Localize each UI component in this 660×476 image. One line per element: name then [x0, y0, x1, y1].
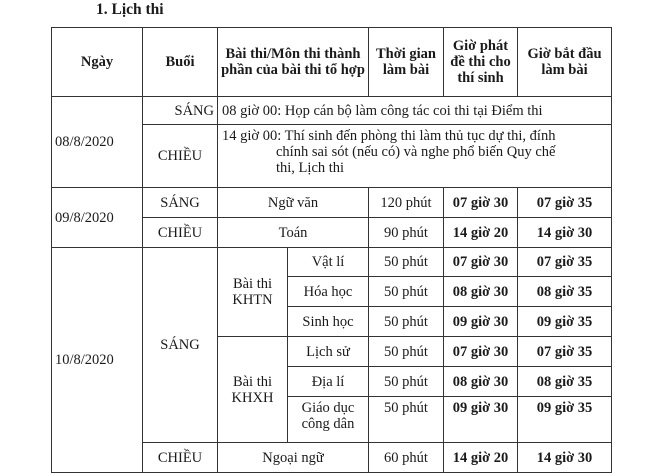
start-cell: 07 giờ 35 [518, 337, 612, 367]
session-cell: CHIỀU [143, 443, 218, 473]
session-cell: CHIỀU [143, 218, 218, 248]
start-cell: 14 giờ 30 [518, 218, 612, 248]
section-heading: 1. Lịch thi [96, 1, 164, 18]
note-cell [218, 125, 612, 188]
header-ngay: Ngày [52, 28, 143, 97]
header-gio-phat-de: Giờ phát đề thi cho thí sinh [444, 28, 518, 97]
hand-out-cell: 08 giờ 30 [444, 277, 518, 307]
session-cell: SÁNG [143, 248, 218, 443]
session-cell: SÁNG [143, 97, 218, 125]
subject-cell: Sinh học [288, 307, 369, 337]
exam-schedule-table [51, 27, 612, 473]
hand-out-cell: 09 giờ 30 [444, 397, 518, 443]
start-cell: 09 giờ 35 [518, 307, 612, 337]
header-gio-bat-dau: Giờ bắt đầu làm bài [518, 28, 612, 97]
session-cell: CHIỀU [143, 125, 218, 188]
note-line: 14 giờ 00: Thí sinh đến phòng thi làm thủ tục dự thi, đính [222, 128, 556, 144]
start-cell: 07 giờ 35 [518, 248, 612, 277]
start-cell: 14 giờ 30 [518, 443, 612, 473]
duration-cell: 50 phút [369, 277, 444, 307]
start-cell: 09 giờ 35 [518, 397, 612, 443]
duration-cell: 50 phút [369, 397, 444, 443]
hand-out-cell: 07 giờ 30 [444, 337, 518, 367]
subject-cell: Vật lí [288, 248, 369, 277]
subject-cell: Ngữ văn [218, 188, 369, 218]
session-cell: SÁNG [143, 188, 218, 218]
note-cell: 08 giờ 00: Họp cán bộ làm công tác coi thi tại Điểm thi [218, 97, 612, 125]
duration-cell: 90 phút [369, 218, 444, 248]
header-bai-thi: Bài thi/Môn thi thành phần của bài thi tổ hợp [218, 28, 369, 97]
date-cell: 10/8/2020 [52, 248, 143, 473]
date-cell: 08/8/2020 [52, 97, 143, 188]
hand-out-cell: 09 giờ 30 [444, 307, 518, 337]
start-cell: 08 giờ 35 [518, 367, 612, 397]
subject-cell: Lịch sử [288, 337, 369, 367]
header-row [52, 28, 612, 97]
duration-cell: 120 phút [369, 188, 444, 218]
hand-out-cell: 14 giờ 20 [444, 218, 518, 248]
start-cell: 07 giờ 35 [518, 188, 612, 218]
group-cell: Bài thi KHTN [218, 248, 288, 337]
hand-out-cell: 14 giờ 20 [444, 443, 518, 473]
subject-cell: Giáo dục công dân [288, 397, 369, 443]
header-buoi: Buổi [143, 28, 218, 97]
duration-cell: 50 phút [369, 367, 444, 397]
duration-cell: 50 phút [369, 307, 444, 337]
group-cell: Bài thi KHXH [218, 337, 288, 443]
date-cell: 09/8/2020 [52, 188, 143, 248]
duration-cell: 60 phút [369, 443, 444, 473]
subject-cell: Địa lí [288, 367, 369, 397]
subject-cell: Ngoại ngữ [218, 443, 369, 473]
note-line: thi, Lịch thi [276, 160, 345, 176]
note-line: chính sai sót (nếu có) và nghe phổ biến Quy chế [276, 144, 556, 160]
subject-cell: Hóa học [288, 277, 369, 307]
table-row [52, 188, 612, 218]
hand-out-cell: 07 giờ 30 [444, 248, 518, 277]
hand-out-cell: 07 giờ 30 [444, 188, 518, 218]
duration-cell: 50 phút [369, 248, 444, 277]
duration-cell: 50 phút [369, 337, 444, 367]
table-row [52, 248, 612, 277]
subject-cell: Toán [218, 218, 369, 248]
start-cell: 08 giờ 35 [518, 277, 612, 307]
hand-out-cell: 08 giờ 30 [444, 367, 518, 397]
table-row [52, 97, 612, 125]
header-thoi-gian: Thời gian làm bài [369, 28, 444, 97]
